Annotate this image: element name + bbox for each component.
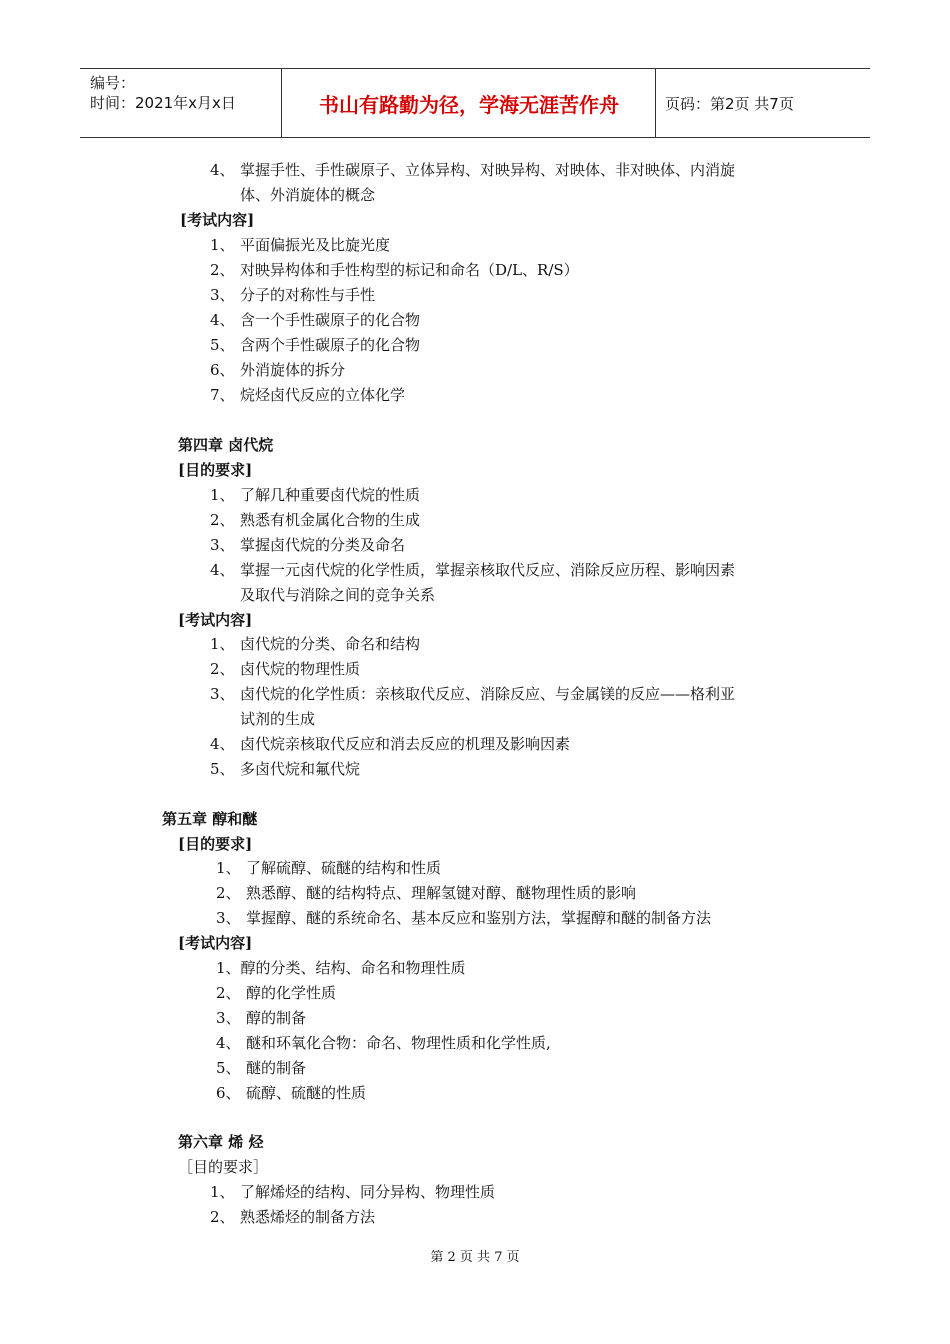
section-heading-exam: [考试内容] (178, 611, 253, 629)
list-item: 1、 了解几种重要卤代烷的性质 (210, 486, 421, 504)
list-item: 1、 了解烯烃的结构、同分异构、物理性质 (210, 1183, 496, 1201)
list-item: 3、 卤代烷的化学性质：亲核取代反应、消除反应、与金属镁的反应——格利亚 (210, 685, 736, 703)
document-number-label: 编号： (90, 74, 136, 92)
list-item: 1、醇的分类、结构、命名和物理性质 (216, 959, 466, 977)
page-header (80, 68, 870, 138)
list-item: 1、 了解硫醇、硫醚的结构和性质 (216, 859, 442, 877)
list-item: 5、 含两个手性碳原子的化合物 (210, 336, 421, 354)
list-item-continuation: 体、外消旋体的概念 (240, 186, 376, 204)
list-item-continuation: 试剂的生成 (240, 710, 316, 728)
list-item: 6、 外消旋体的拆分 (210, 361, 346, 379)
header-page-number: 页码：第2页 共7页 (665, 94, 794, 113)
list-item: 5、 醚的制备 (216, 1059, 307, 1077)
list-item-continuation: 及取代与消除之间的竞争关系 (240, 586, 436, 604)
list-item: 4、 掌握手性、手性碳原子、立体异构、对映异构、对映体、非对映体、内消旋 (210, 161, 736, 179)
section-heading-requirements: [目的要求] (178, 461, 253, 479)
list-item: 4、 卤代烷亲核取代反应和消去反应的机理及影响因素 (210, 735, 571, 753)
list-item: 1、 卤代烷的分类、命名和结构 (210, 635, 421, 653)
chapter-title: 第四章 卤代烷 (178, 436, 274, 454)
section-heading-exam: [考试内容] (178, 934, 253, 952)
list-item: 7、 烷烃卤代反应的立体化学 (210, 386, 406, 404)
list-item: 1、 平面偏振光及比旋光度 (210, 236, 391, 254)
chapter-title: 第五章 醇和醚 (162, 810, 258, 828)
section-heading-requirements: [目的要求] (178, 835, 253, 853)
list-item: 2、 熟悉有机金属化合物的生成 (210, 511, 421, 529)
list-item: 2、 卤代烷的物理性质 (210, 660, 361, 678)
list-item: 4、 掌握一元卤代烷的化学性质，掌握亲核取代反应、消除反应历程、影响因素 (210, 561, 736, 579)
header-motto: 书山有路勤为径，学海无涯苦作舟 (319, 92, 619, 117)
header-divider (655, 69, 656, 137)
list-item: 3、 掌握卤代烷的分类及命名 (210, 536, 406, 554)
list-item: 5、 多卤代烷和氟代烷 (210, 760, 361, 778)
list-item: 6、 硫醇、硫醚的性质 (216, 1084, 367, 1102)
list-item: 3、 醇的制备 (216, 1009, 307, 1027)
list-item: 3、 掌握醇、醚的系统命名、基本反应和鉴别方法，掌握醇和醚的制备方法 (216, 909, 712, 927)
page-footer: 第 2 页 共 7 页 (430, 1250, 520, 1265)
list-item: 2、 醇的化学性质 (216, 984, 337, 1002)
list-item: 4、 醚和环氧化合物：命名、物理性质和化学性质, (216, 1034, 551, 1052)
list-item: 3、 分子的对称性与手性 (210, 286, 376, 304)
list-item: 2、 熟悉烯烃的制备方法 (210, 1208, 376, 1226)
list-item: 4、 含一个手性碳原子的化合物 (210, 311, 421, 329)
header-meta (90, 73, 236, 113)
list-item: 2、 对映异构体和手性构型的标记和命名（D/L、R/S） (210, 261, 579, 279)
document-time-label: 时间：2021年x月x日 (90, 94, 236, 112)
section-heading-exam: [考试内容] (180, 211, 255, 229)
header-divider (281, 69, 282, 137)
chapter-title: 第六章 烯 烃 (178, 1133, 264, 1151)
section-heading-requirements: ［目的要求］ (178, 1158, 269, 1176)
list-item: 2、 熟悉醇、醚的结构特点、理解氢键对醇、醚物理性质的影响 (216, 884, 637, 902)
